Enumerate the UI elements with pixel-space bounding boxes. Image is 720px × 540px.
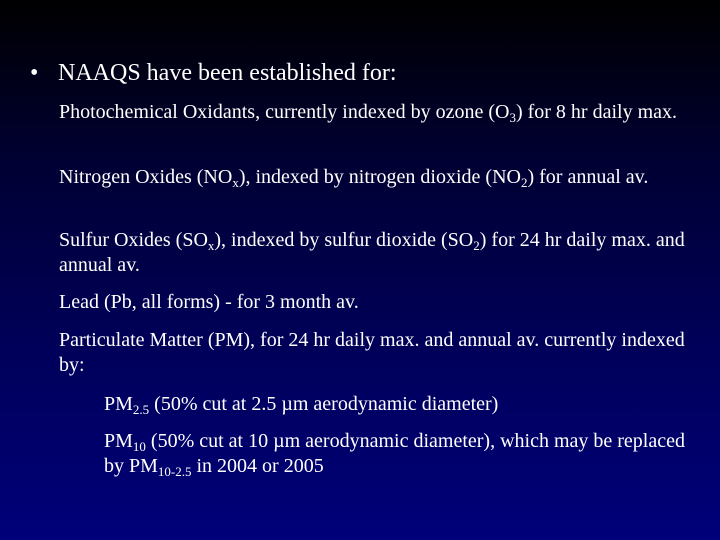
list-item-lead: Lead (Pb, all forms) - for 3 month av. [59, 291, 359, 313]
list-item-particulate-matter: Particulate Matter (PM), for 24 hr daily max. and annual av. currently indexed by: [59, 329, 685, 376]
list-item-oxidants: Photochemical Oxidants, currently indexed by ozone $(O_3)$ for 8 hr daily max. [59, 101, 678, 125]
list-item-pm10: $PM_{10}$ (50% cut at 10 µm aerodynamic diameter), which may be replaced by $PM_{10-2.5}$ in 2004 or 2005 [104, 430, 685, 479]
slide-heading [30, 58, 397, 88]
list-item-nitrogen-oxides: Nitrogen Oxides $(NO_x)$, indexed by nitrogen dioxide $(NO_2)$ for annual av. [59, 166, 649, 190]
list-item-pm25: $PM_{2.5}$ (50% cut at 2.5 µm aerodynamic diameter) [104, 393, 499, 417]
heading-text: NAAQS have been established for: [58, 60, 397, 86]
list-item-sulfur-oxides: Sulfur Oxides $(SO_x)$, indexed by sulfur dioxide $(SO_2)$ for 24 hr daily max. and annual av. [59, 229, 685, 276]
bullet-icon: • [30, 60, 39, 86]
